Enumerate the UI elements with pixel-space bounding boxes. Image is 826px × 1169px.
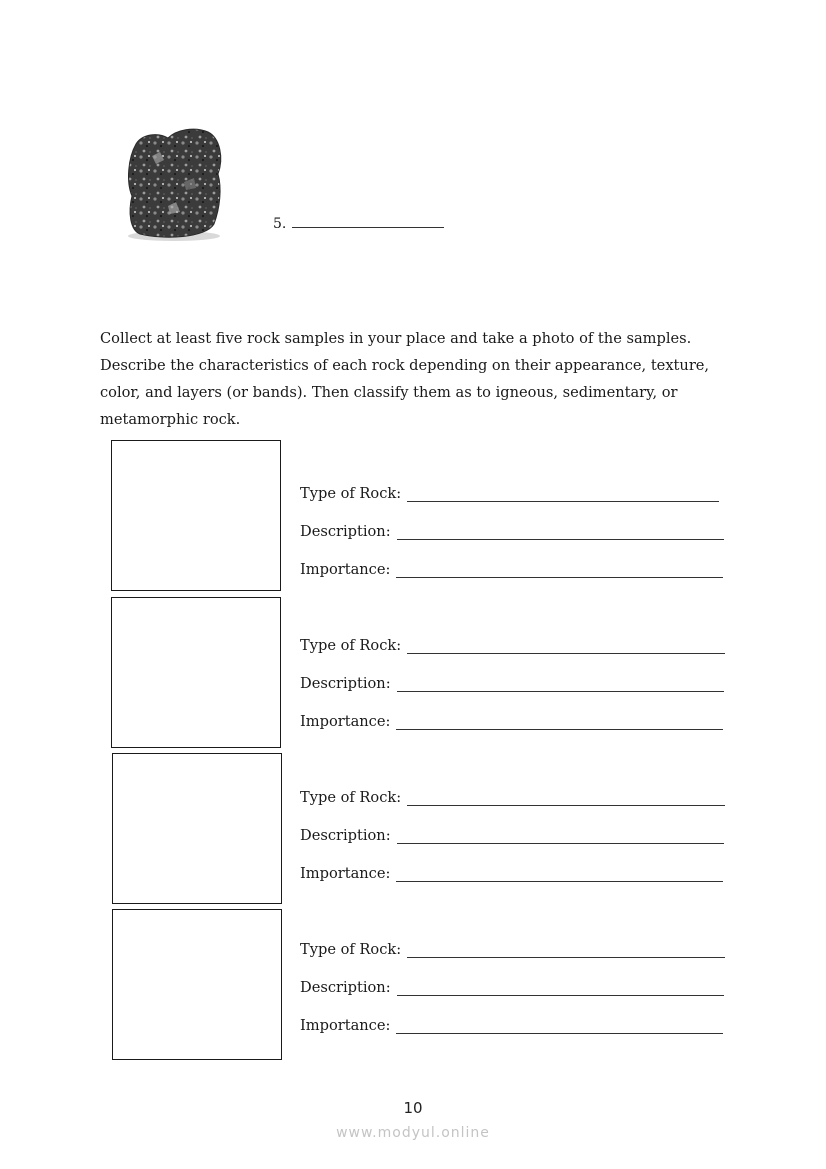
rock-photo-box-2[interactable]: [111, 597, 281, 748]
description-blank[interactable]: [397, 677, 724, 692]
importance-field-1: [300, 561, 723, 578]
type-of-rock-field-2: [300, 637, 725, 654]
importance-label: Importance:: [300, 865, 391, 882]
type-of-rock-label: Type of Rock:: [300, 637, 402, 654]
importance-blank[interactable]: [396, 715, 723, 730]
type-of-rock-blank[interactable]: [407, 487, 719, 502]
importance-field-2: [300, 713, 723, 730]
description-label: Description:: [300, 675, 391, 692]
rock-photo-box-3[interactable]: [112, 753, 282, 904]
activity-instructions: [100, 325, 740, 433]
description-blank[interactable]: [397, 829, 724, 844]
description-label: Description:: [300, 979, 391, 996]
importance-field-4: [300, 1017, 723, 1034]
description-label: Description:: [300, 523, 391, 540]
page-number: 10: [403, 1099, 423, 1117]
rock-photo-box-1[interactable]: [111, 440, 281, 591]
description-field-3: [300, 827, 724, 844]
type-of-rock-blank[interactable]: [407, 791, 725, 806]
item-5-blank[interactable]: [292, 213, 444, 228]
instructions-line: color, and layers (or bands). Then classify them as to igneous, sedimentary, or: [100, 384, 678, 401]
description-field-2: [300, 675, 724, 692]
type-of-rock-field-1: [300, 485, 719, 502]
rock-photo-box-4[interactable]: [112, 909, 282, 1060]
importance-blank[interactable]: [396, 867, 723, 882]
item-5-answer-line: [273, 213, 444, 232]
type-of-rock-field-4: [300, 941, 725, 958]
instructions-line: Collect at least five rock samples in your place and take a photo of the samples.: [100, 330, 692, 347]
instructions-line: metamorphic rock.: [100, 411, 241, 428]
description-blank[interactable]: [397, 981, 724, 996]
importance-blank[interactable]: [396, 563, 723, 578]
type-of-rock-blank[interactable]: [407, 639, 725, 654]
description-field-4: [300, 979, 724, 996]
item-5-label: 5.: [273, 216, 287, 232]
importance-field-3: [300, 865, 723, 882]
description-field-1: [300, 523, 724, 540]
importance-label: Importance:: [300, 561, 391, 578]
type-of-rock-label: Type of Rock:: [300, 789, 402, 806]
description-label: Description:: [300, 827, 391, 844]
watermark: www.modyul.online: [336, 1125, 490, 1141]
type-of-rock-label: Type of Rock:: [300, 485, 402, 502]
type-of-rock-blank[interactable]: [407, 943, 725, 958]
type-of-rock-field-3: [300, 789, 725, 806]
instructions-line: Describe the characteristics of each rock depending on their appearance, texture,: [100, 357, 710, 374]
type-of-rock-label: Type of Rock:: [300, 941, 402, 958]
importance-label: Importance:: [300, 713, 391, 730]
igneous-rock-image: [124, 126, 224, 242]
importance-blank[interactable]: [396, 1019, 723, 1034]
description-blank[interactable]: [397, 525, 724, 540]
importance-label: Importance:: [300, 1017, 391, 1034]
